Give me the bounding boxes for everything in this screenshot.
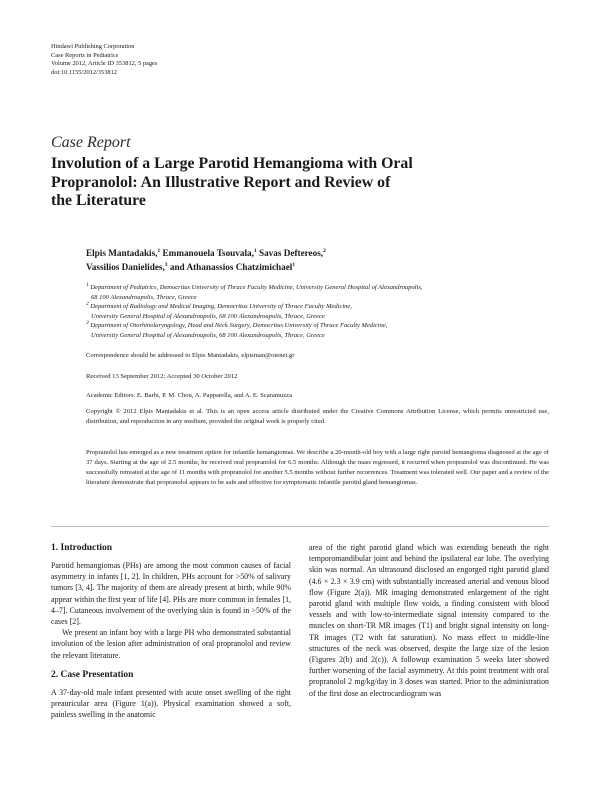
author-affiliation-mark: 1 xyxy=(157,247,161,254)
intro-paragraph-2: We present an infant boy with a large PH who demonstrated substantial involution of the lesion after administration of oral propranolol and review the relevant literature. xyxy=(51,628,291,660)
affiliation-text: Department of Pediatrics, Democritus University of Thrace Faculty Medicine, University General Hospital of Alexandroupolis, xyxy=(90,284,423,291)
affiliation-mark: 3 xyxy=(86,320,89,327)
intro-paragraph-1: Parotid hemangiomas (PHs) are among the most common causes of facial asymmetry in infants [1, 2]. In children, PHs account for >50% of salivary tumors [3, 4]. The majority of them are already present at birth, while 90% appear within the first year of life [4]. PHs are more common in females [1, 4–7]. Cutaneous involvement of the overlying skin is found in >50% of the cases [2]. xyxy=(51,561,291,627)
author-name: Savas Deftereos, xyxy=(256,248,324,258)
affiliation-3-cont: University General Hospital of Alexandroupolis, 68 100 Alexandroupolis, Thrace, Greece xyxy=(91,331,325,339)
case-paragraph-continued: area of the right parotid gland which was extending beneath the right temporomandibular joint and behind the ipsilateral ear lobe. The overlying skin was normal. An ultrasound disclosed an engorged right parotid gland (4.6 × 2.3 × 3.9 cm) with substantially increased arterial and venous blood flow (Figure 2(a)). MR imaging demonstrated enlargement of the right parotid gland with multiple flow voids, a finding consistent with blood vessels and with low-to-intermediate signal intensity compared to the muscles on short-TR MR images (T1) and bright signal intensity on long-TR images (T2 with fat saturation). No mass effect to middle-line structures of the neck was observed, despite the large size of the lesion (Figures 2(b) and 2(c)). A followup examination 5 weeks later showed further worsening of the facial asymmetry. At this point treatment with oral propranolol 2 mg/kg/day in 3 doses was started. Prior to the administration of the first dose an electrocardiogram was xyxy=(309,543,549,698)
title-line: Propranolol: An Illustrative Report and Review of xyxy=(51,173,391,191)
title-line: Involution of a Large Parotid Hemangioma with Oral xyxy=(51,155,413,172)
affiliation-text: Department of Radiology and Medical Imaging, Democritus University of Thrace Faculty Medicine, xyxy=(90,303,352,311)
affiliation-text: Department of Otorhinolaryngology, Head and Neck Surgery, Democritus University of Thrace Faculty Medicine, xyxy=(90,322,388,330)
publisher-name: Hindawi Publishing Corporation xyxy=(51,43,135,50)
affiliation-3 xyxy=(86,321,423,331)
section-heading-case-presentation: 2. Case Presentation xyxy=(51,669,134,680)
affiliation-mark: 1 xyxy=(86,281,89,288)
article-title xyxy=(51,155,451,211)
volume-info: Volume 2012, Article ID 353812, 5 pages xyxy=(51,60,158,67)
author-name: Emmanouela Tsouvala, xyxy=(160,248,254,258)
author-line-2 xyxy=(86,260,326,274)
author-affiliation-mark: 1 xyxy=(253,247,257,254)
section-divider xyxy=(51,526,549,527)
affiliation-mark: 2 xyxy=(86,301,89,308)
doi[interactable]: doi:10.1155/2012/353812 xyxy=(51,68,117,76)
article-type: Case Report xyxy=(51,134,131,151)
author-name: Vassilios Danielides, xyxy=(86,262,165,272)
left-column xyxy=(51,542,291,720)
title-line: the Literature xyxy=(51,192,146,209)
copyright-notice: Copyright © 2012 Elpis Mantadakis et al. This is an open access article distributed under the Creative Commons Attribution License, which permits unrestricted use, distribution, and reproduction in any medium, provided the original work is properly cited. xyxy=(86,408,549,425)
right-column xyxy=(309,542,549,699)
author-name: and Athanassios Chatzimichael xyxy=(167,262,293,272)
affiliation-2 xyxy=(86,302,423,312)
section-heading-introduction: 1. Introduction xyxy=(51,543,113,553)
affiliations xyxy=(86,283,423,341)
author-line-1 xyxy=(86,246,326,260)
author-affiliation-mark: 1 xyxy=(292,261,296,268)
author-name: Elpis Mantadakis, xyxy=(86,248,158,258)
journal-name: Case Reports in Pediatrics xyxy=(51,51,119,59)
case-paragraph-1: A 37-day-old male infant presented with acute onset swelling of the right preauricular area (Figure 1(a)). Physical examination showed a soft, painless swelling in the anatomic xyxy=(51,687,291,720)
affiliation-1-cont: 68 100 Alexandroupolis, Thrace, Greece xyxy=(91,293,197,301)
journal-header xyxy=(51,43,157,77)
academic-editors: Academic Editors: E. Barbi, P. M. Chou, A. Papparella, and A. E. Scaramuzza xyxy=(86,392,293,399)
author-affiliation-mark: 2 xyxy=(323,247,326,254)
correspondence: Correspondence should be addressed to Elpis Mantadakis, elpisman@otenet.gr xyxy=(86,352,295,359)
affiliation-1 xyxy=(86,283,423,293)
author-affiliation-mark: 3 xyxy=(164,261,168,268)
author-list xyxy=(86,246,326,274)
received-accepted-dates: Received 13 September 2012; Accepted 30 October 2012 xyxy=(86,373,238,380)
affiliation-2-cont: University General Hospital of Alexandroupolis, 68 100 Alexandroupolis, Thrace, Greece xyxy=(91,312,325,320)
abstract: Propranolol has emerged as a new treatment option for infantile hemangiomas. We describe a 20-month-old boy with a large right parotid hemangioma diagnosed at the age of 37 days. Starting at the age of 2.5 months, he received oral propranolol for 6.5 months. Although the mass regressed, it recurred when propranolol was discontinued. He was successfully retreated at the age of 11 months with propranolol for another 5.5 months without further recurrences. Treatment was tolerated well. Our paper and a review of the literature demonstrate that propranolol appears to be safe and effective for symptomatic infantile parotid gland hemangiomas. xyxy=(86,449,549,486)
